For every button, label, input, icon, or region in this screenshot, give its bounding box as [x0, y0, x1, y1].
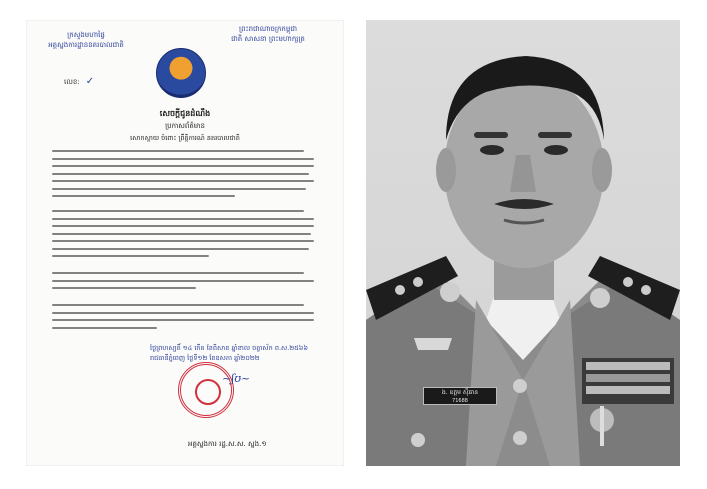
header-left-line: ក្រសួងមហាផ្ទៃ	[67, 31, 105, 39]
date-gregorian: រាជធានីភ្នំពេញ ថ្ងៃទី១២ ខែឧសភា ឆ្នាំ២០២២	[150, 354, 260, 362]
officer-portrait-photo	[366, 20, 680, 466]
date-lunar: ថ្ងៃព្រហស្បតិ៍ ១៤ កើត ខែពិសាខ ឆ្នាំខាល ចត្វាស័ក ព.ស.២៥៦៦	[150, 344, 308, 352]
header-right-line: ព្រះរាជាណាចក្រកម្ពុជា	[238, 25, 297, 33]
document-subtitle: ប្រកាសព័ត៌មាន	[165, 122, 205, 130]
document-header-left	[36, 30, 136, 50]
footer-reference: អគ្គស្នងការ រដ្ឋ.ស.ស. ស្នង.១	[188, 440, 267, 448]
header-left-line: អគ្គស្នងការដ្ឋាននគរបាលជាតិ	[48, 41, 124, 49]
reference-label: លេខ:	[64, 78, 80, 86]
official-stamp-icon	[178, 362, 234, 418]
header-right-line: ជាតិ សាសនា ព្រះមហាក្សត្រ	[231, 35, 305, 43]
reference-number	[64, 76, 94, 88]
name-plate-text: ង. ឧត្តម ស៊ីឆាន	[441, 389, 479, 396]
document-subtitle-secondary: សោកស្តាយ ចំពោះ ព្រឹត្តិការណ៍ នគរបាលជាតិ	[130, 134, 240, 142]
document-header-right	[218, 24, 318, 44]
body-paragraph-4	[52, 304, 314, 334]
body-paragraph-2	[52, 210, 314, 263]
body-paragraph-1	[52, 150, 314, 203]
uniform-name-plate	[423, 387, 497, 405]
police-emblem-icon	[156, 48, 206, 98]
checkmark-icon: ✓	[85, 76, 95, 87]
document-title: សេចក្តីជូនដំណឹង	[159, 109, 211, 118]
name-plate-id: 71688	[452, 398, 468, 404]
body-paragraph-3	[52, 272, 314, 295]
portrait-illustration	[366, 20, 680, 466]
signature: ~ʃʊ~	[222, 372, 251, 385]
